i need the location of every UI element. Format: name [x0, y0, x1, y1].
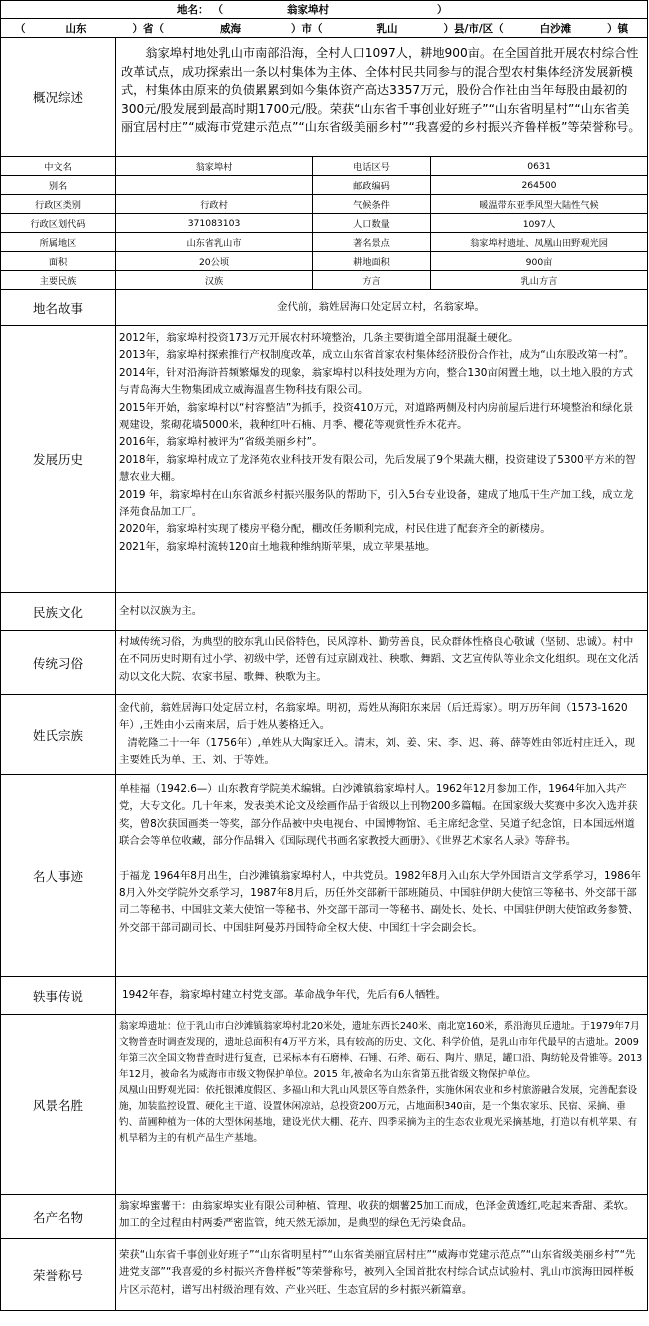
info-key: 电话区号 — [313, 157, 431, 175]
info-value: 翁家埠村遗址、凤凰山田野观光园 — [431, 233, 648, 251]
info-key: 中文名 — [1, 157, 116, 175]
products-label: 名产名物 — [1, 1195, 116, 1238]
ethnic-text: 全村以汉族为主。 — [116, 593, 648, 630]
scenery-paragraph: 翁家埠遗址：位于乳山市白沙滩镇翁家埠村北20米处，遗址东西长240米、南北宽160米，系沿海贝丘遗址。于1979年7月文物普查时调查发现的，遗址总面积有4万平方米，具有较高的历史、文化、科学价值，是乳山市年代最早的古遗址。2009 年第三次全国文物普查时进行复查，已采标本有石磨棒、石锤、石斧、砺石、陶片、鼎足，罐口沿、陶纺轮及骨锥等。2013年12月，被命名为威海市市级文物保护单位。2015 年,被命名为山东省第五批省级文物保护单位。 — [119, 1021, 643, 1080]
info-value: 行政村 — [116, 195, 313, 213]
people-paragraph: 于福龙 1964年8月出生，白沙滩镇翁家埠村人，中共党员。1982年8月入山东大学外国语言文学系学习，1986年8月入外交学院外交系学习，1987年8月后，历任外交部新干部班随员、中国驻伊朗大使馆三等秘书、外交部干部司二等秘书、中国驻文莱大使馆一等秘书、外交部干部司一等秘书、副处长、处长、中国驻伊朗大使馆政务参赞、外交部干部司副司长、中国驻阿曼苏丹国特命全权大使、中国红十字会副会长。 — [119, 869, 641, 934]
story-label: 地名故事 — [1, 290, 116, 325]
county-suffix: ）县/市/区（ — [443, 22, 504, 35]
honors-text: 荣获“山东省千事创业好班子”“山东省明星村”“山东省美丽宜居村庄”“威海市党建示范点”“山东省级美丽乡村”“先进党支部”“我喜爱的乡村振兴齐鲁样板”等荣誉称号，被列入全国首批农村综合试点试验村、乳山市滨海田园样板片区示范村，谱写出村级治理有效、产业兴旺、生态宜居的乡村振兴新篇章。 — [116, 1239, 648, 1310]
products-row — [1, 1195, 648, 1239]
place-name-label: 地名： — [177, 4, 209, 16]
info-value: 翁家埠村 — [116, 157, 313, 175]
clan-paragraph: 金代前，翁姓居海口处定居立村，名翁家埠。明初，焉姓从海阳东来居（后迁焉家）。明万历年间（1573-1620年）,王姓由小云南来居，后于姓从萎格迁入。 — [119, 702, 628, 732]
info-row — [1, 252, 648, 271]
people-label: 名人事迹 — [1, 775, 116, 976]
people-row — [1, 775, 648, 977]
history-label: 发展历史 — [1, 326, 116, 592]
anecdote-row — [1, 977, 648, 1015]
town-suffix: ）镇 — [607, 22, 629, 35]
info-value: 264500 — [431, 176, 648, 194]
ethnic-label: 民族文化 — [1, 593, 116, 630]
clan-row — [1, 695, 648, 775]
history-paragraph: 2012年，翁家埠村投资173万元开展农村环境整治，几条主要街道全部用混凝土硬化。 — [119, 332, 519, 344]
info-value: 371083103 — [116, 214, 313, 232]
scenery-label: 风景名胜 — [1, 1015, 116, 1194]
info-key: 气候条件 — [313, 195, 431, 213]
history-paragraph: 2014年，针对沿海浒苔频繁爆发的现象，翁家埠村以科技处理为方向，整合130亩闲置土地，以土地入股的方式与青岛海大生物集团成立威海温喜生物科技有限公司。 — [119, 366, 633, 397]
history-paragraph: 2018年，翁家埠村成立了龙泽苑农业科技开发有限公司，先后发展了9个果蔬大棚，投资建设了5300平方米的智慧农业大棚。 — [119, 453, 636, 484]
info-key: 行政区划代码 — [1, 214, 116, 232]
place-name-value: 翁家埠村 — [287, 4, 329, 16]
info-row — [1, 195, 648, 214]
clan-label: 姓氏宗族 — [1, 695, 116, 774]
info-value: 暖温带东亚季风型大陆性气候 — [431, 195, 648, 213]
info-key: 方言 — [313, 271, 431, 289]
products-text: 翁家埠蜜薯干：由翁家埠实业有限公司种植、管理、收获的烟薯25加工而成，色泽金黄透红,吃起来香甜、柔软。加工的全过程由村两委严密监管，纯天然无添加，是典型的绿色无污染食品。 — [116, 1195, 648, 1238]
info-key: 别名 — [1, 176, 116, 194]
info-value: 乳山方言 — [431, 271, 648, 289]
history-text — [116, 326, 648, 592]
info-row — [1, 233, 648, 252]
info-key: 邮政编码 — [313, 176, 431, 194]
info-value: 20公顷 — [116, 252, 313, 270]
scenery-paragraph: 凤凰山田野观光园：依托银滩度假区、多福山和大乳山风景区等自然条件，实施休闲农业和乡村旅游融合发展，完善配套设施，加装监控设置、硬化主干道、设置休闲凉站，总投资200万元，占地面积340亩，是一个集农家乐、民宿、采摘、垂钓、苗圃种植为一体的大型休闲基地，建设光伏大棚、花卉、四季采摘为主的生态农业观光采摘基地，打造以有机苹果、有机旱稻为主的有机产品生产基地。 — [119, 1085, 638, 1144]
history-paragraph: 2019 年，翁家埠村在山东省派乡村振兴服务队的帮助下，引入5台专业设备，建成了地瓜干生产加工线，成立龙泽苑食品加工厂。 — [119, 488, 634, 519]
place-name-header — [1, 1, 648, 19]
info-key: 著名景点 — [313, 233, 431, 251]
info-value: 900亩 — [431, 252, 648, 270]
info-key: 面积 — [1, 252, 116, 270]
info-key: 耕地面积 — [313, 252, 431, 270]
city-value: 威海 — [220, 22, 241, 35]
info-key: 行政区类别 — [1, 195, 116, 213]
story-text: 金代前，翁姓居海口处定居立村，名翁家埠。 — [116, 290, 648, 325]
admin-open: （ — [15, 22, 26, 35]
people-text — [116, 775, 648, 976]
anecdote-text: 1942年春，翁家埠村建立村党支部。革命战争年代，先后有6人牺牲。 — [116, 977, 648, 1014]
ethnic-row — [1, 593, 648, 631]
history-paragraph: 2015年开始，翁家埠村以“村容整洁”为抓手，投资410万元，对道路两侧及村内房前屋后进行环境整治和绿化景观建设，浆砌花墙5000米，栽种红叶石楠、月季、樱花等观赏性乔木花卉。 — [119, 401, 634, 432]
info-row — [1, 271, 648, 290]
info-value: 0631 — [431, 157, 648, 175]
history-paragraph: 2016年，翁家埠村被评为“省级美丽乡村”。 — [119, 436, 323, 449]
story-row — [1, 290, 648, 326]
scenery-row — [1, 1015, 648, 1195]
info-value: 汉族 — [116, 271, 313, 289]
clan-paragraph: 清乾隆二十一年（1756年）,单姓从大陶家迁入。清末，刘、姜、宋、李、迟、蒋、薛等姓由邻近村庄迁入，现主要姓氏为单、王、刘、于等姓。 — [119, 736, 636, 767]
info-key: 所属地区 — [1, 233, 116, 251]
people-paragraph: 单桂福（1942.6—）山东教育学院美术编辑。白沙滩镇翁家埠村人。1962年12月参加工作，1964年加入共产党，大专文化。几十年来，发表美术论文及绘画作品于省级以上刊物200多篇幅。在国家级大奖赛中多次入选并获奖，曾8次获国画类一等奖，部分作品被中央电视台、中国博物馆、毛主席纪念堂、吴道子纪念馆，日本国远州道联合会等单位收藏，部分作品辑入《国际现代书画名家教授大画册》、《世界艺术家名人录》等辞书。 — [119, 783, 638, 848]
town-value: 白沙滩 — [539, 22, 572, 35]
history-row — [1, 326, 648, 593]
anecdote-label: 轶事传说 — [1, 977, 116, 1014]
customs-row — [1, 631, 648, 695]
province-suffix: ）省（ — [132, 22, 164, 35]
customs-label: 传统习俗 — [1, 631, 116, 694]
city-suffix: ）市（ — [291, 22, 323, 35]
county-value: 乳山 — [376, 22, 398, 35]
admin-division-header — [1, 19, 648, 38]
info-value — [116, 176, 313, 194]
info-row — [1, 157, 648, 176]
customs-text: 村域传统习俗，为典型的胶东乳山民俗特色，民风淳朴、勤劳善良，民众群体性格良心敬诚（坚韧、忠诚）。村中在不同历史时期有过小学、初级中学，还曾有过京剧戏社、秧歌、舞蹈、文艺宣传队等业余文化组织。现在文化活动以文化大院、农家书屋、歌舞、秧歌为主。 — [116, 631, 648, 694]
overview-row — [1, 38, 648, 157]
honors-label: 荣誉称号 — [1, 1239, 116, 1310]
clan-text — [116, 695, 648, 774]
overview-text: 翁家埠村地处乳山市南部沿海，全村人口1097人，耕地900亩。在全国首批开展农村综合性改革试点，成功探索出一条以村集体为主体、全体村民共同参与的混合型农村集体经济发展新模式，村集体由原来的负债累累到如今集体资产高达3357万元，股份合作社由当年每股由最初的300元/股发展到最高时期1700元/股。荣获“山东省千事创业好班子”“山东省明星村”“山东省美丽宜居村庄”“威海市党建示范点”“山东省级美丽乡村”“我喜爱的乡村振兴齐鲁样板”等荣誉称号。 — [116, 38, 648, 156]
history-paragraph: 2020年，翁家埠村实现了楼房平稳分配，棚改任务顺利完成，村民住进了配套齐全的新楼房。 — [119, 523, 551, 536]
info-row — [1, 176, 648, 195]
paren-open: （ — [212, 4, 223, 16]
overview-label: 概况综述 — [1, 38, 116, 156]
info-value: 1097人 — [431, 214, 648, 232]
info-value: 山东省乳山市 — [116, 233, 313, 251]
info-key: 人口数量 — [313, 214, 431, 232]
paren-close: ） — [437, 4, 448, 16]
province-value: 山东 — [65, 22, 87, 35]
info-row — [1, 214, 648, 233]
history-paragraph: 2013年，翁家埠村探索推行产权制度改革，成立山东省首家农村集体经济股份合作社，成为“山东股改第一村”。 — [119, 349, 635, 362]
info-key: 主要民族 — [1, 271, 116, 289]
honors-row — [1, 1239, 648, 1311]
history-paragraph: 2021年，翁家埠村流转120亩土地栽种维纳斯苹果，成立苹果基地。 — [119, 540, 436, 553]
scenery-text — [116, 1015, 648, 1194]
